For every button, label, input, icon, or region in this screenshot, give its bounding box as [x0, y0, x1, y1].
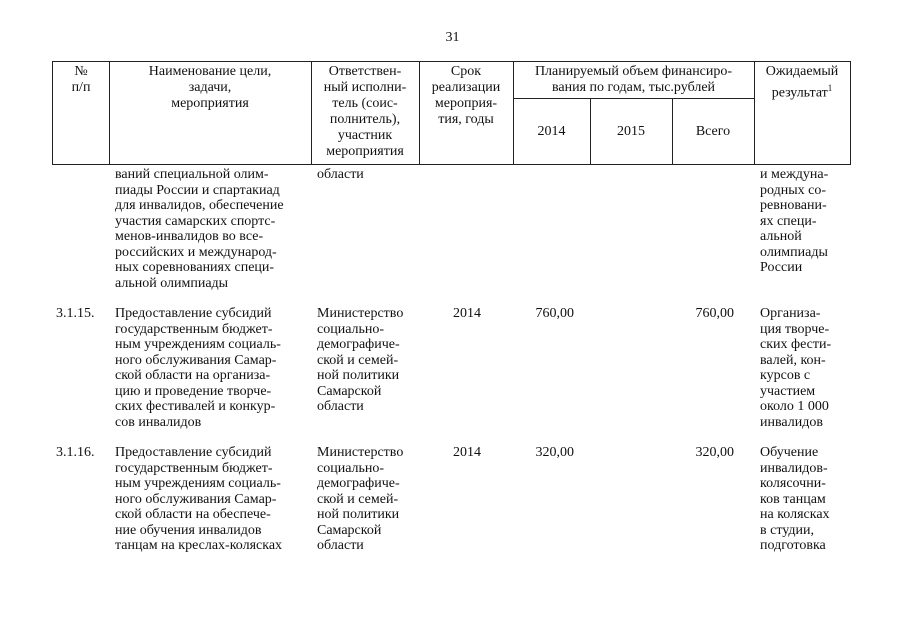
header-total: Всего: [695, 124, 731, 139]
row-divider: [513, 98, 754, 99]
row-number: 3.1.16.: [56, 445, 95, 460]
row-name: Предоставление субсидий государственным бюджет- ным учреждениям социаль- ного обслуживания Самар- ской области на организа- цию и проведение творче- ских фестивалей и конкур- сов инвалидов: [115, 306, 281, 430]
row-responsible: области: [317, 167, 364, 182]
header-year-2015: 2015: [617, 124, 645, 139]
header-year-2014: 2014: [537, 124, 566, 139]
row-name: ваний специальной олим- пиады России и спартакиад для инвалидов, обеспечение участия самарских спортс- менов-инвалидов во все- российских и международ- ных соревнованиях специ- альной олимпиады: [115, 167, 284, 291]
row-value-total: 320,00: [695, 445, 734, 460]
header-responsible: Ответствен- ный исполни- тель (соис- полнитель), участник мероприятия: [323, 64, 407, 159]
header-term: Срок реализации мероприя- тия, годы: [431, 64, 501, 127]
row-result: и междуна- родных со- ревновани- ях специ- альной олимпиады России: [760, 167, 829, 275]
page-number: 31: [445, 30, 460, 45]
row-responsible: Министерство социально- демографиче- ской и семей- ной политики Самарской области: [317, 306, 404, 414]
row-value-total: 760,00: [695, 306, 734, 321]
row-term: 2014: [453, 306, 481, 321]
row-responsible: Министерство социально- демографиче- ской и семей- ной политики Самарской области: [317, 445, 404, 553]
row-name: Предоставление субсидий государственным бюджет- ным учреждениям социаль- ного обслуживания Самар- ской области на обеспече- ние обучения инвалидов танцам на креслах-колясках: [115, 445, 283, 553]
header-name: Наименование цели, задачи, мероприятия: [148, 64, 272, 111]
row-result: Организа- ция творче- ских фести- валей, кон- курсов с участием около 1 000 инвалидов: [760, 306, 832, 430]
header-funding: Планируемый объем финансиро- вания по годам, тыс.рублей: [534, 64, 733, 95]
header-result-text: Ожидаемый результат: [765, 64, 839, 101]
header-result: [754, 64, 850, 102]
header-result-footnote: 1: [827, 83, 833, 93]
row-result: Обучение инвалидов- колясочни- ков танцам на колясках в студии, подготовка: [760, 445, 830, 553]
row-value-2014: 760,00: [535, 306, 574, 321]
table-header: [52, 61, 851, 165]
row-number: 3.1.15.: [56, 306, 95, 321]
row-value-2014: 320,00: [535, 445, 574, 460]
row-term: 2014: [453, 445, 481, 460]
header-num: № п/п: [71, 64, 91, 95]
